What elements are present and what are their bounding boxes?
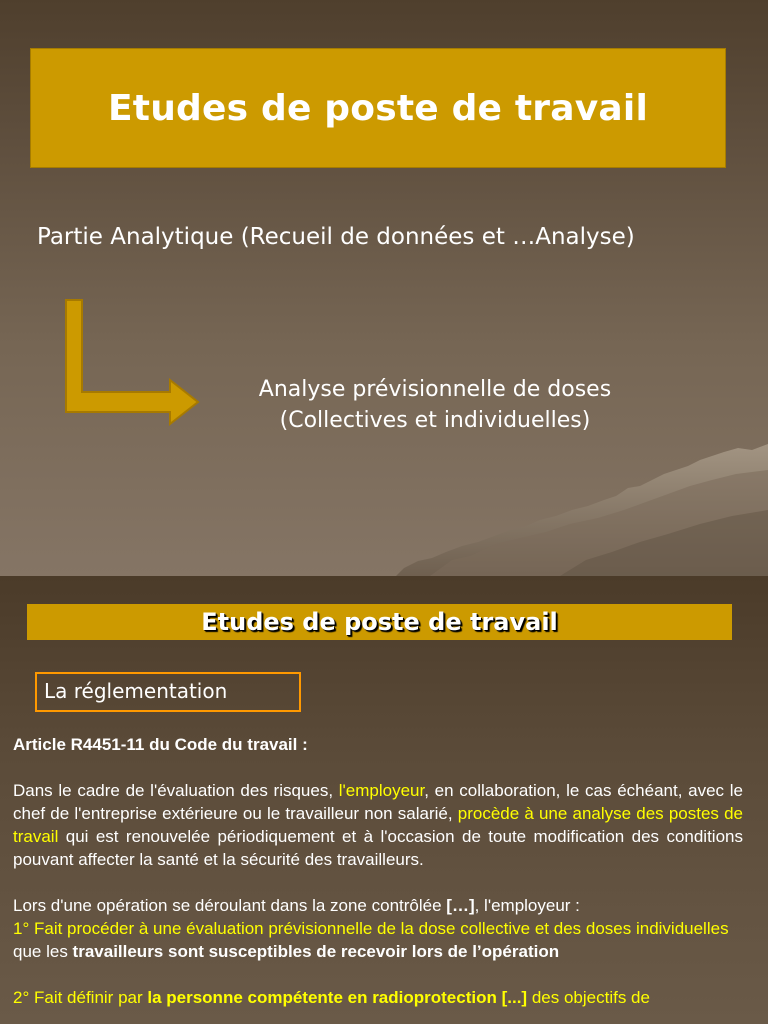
paragraph-2-intro: Lors d'une opération se déroulant dans la zone contrôlée […], l'employeur : bbox=[13, 896, 580, 915]
list-item-1: 1° Fait procéder à une évaluation prévisionnelle de la dose collective et des doses individuelles que les travailleurs sont susceptibles de recevoir lors de l’opération bbox=[13, 919, 729, 961]
slide-1-title: Etudes de poste de travail bbox=[108, 87, 648, 129]
slide-2 bbox=[0, 576, 768, 1024]
regulation-text bbox=[13, 733, 743, 1009]
analyse-previsionnelle-text bbox=[210, 374, 660, 436]
section-label: La réglementation bbox=[44, 679, 228, 703]
slide-1-subtitle: Partie Analytique (Recueil de données et …Analyse) bbox=[37, 224, 635, 250]
bent-arrow-icon bbox=[60, 296, 210, 428]
list-item-2: 2° Fait définir par la personne compétente en radioprotection [...] des objectifs de bbox=[13, 988, 650, 1007]
mountain-silhouette-image bbox=[0, 440, 768, 576]
paragraph-1: Dans le cadre de l'évaluation des risques, l'employeur, en collaboration, le cas échéant, avec le chef de l'entreprise extérieure ou le travailleur non salarié, procède à une analyse des postes de travail qui est renouvelée périodiquement et à l'occasion de toute modification des conditions pouvant affecter la santé et la sécurité des travailleurs. bbox=[13, 781, 743, 869]
section-label-box bbox=[35, 672, 301, 712]
slide-1-title-box bbox=[30, 48, 726, 168]
highlight-analyse-postes: procède à une analyse des postes de travail bbox=[13, 804, 743, 846]
analyse-line-2: (Collectives et individuelles) bbox=[279, 408, 591, 433]
slide-2-title: Etudes de poste de travail bbox=[201, 608, 558, 636]
article-heading: Article R4451-11 du Code du travail : bbox=[13, 735, 308, 754]
highlight-employeur: l'employeur bbox=[338, 781, 425, 800]
analyse-line-1: Analyse prévisionnelle de doses bbox=[258, 377, 612, 402]
slide-2-title-box bbox=[27, 604, 732, 640]
